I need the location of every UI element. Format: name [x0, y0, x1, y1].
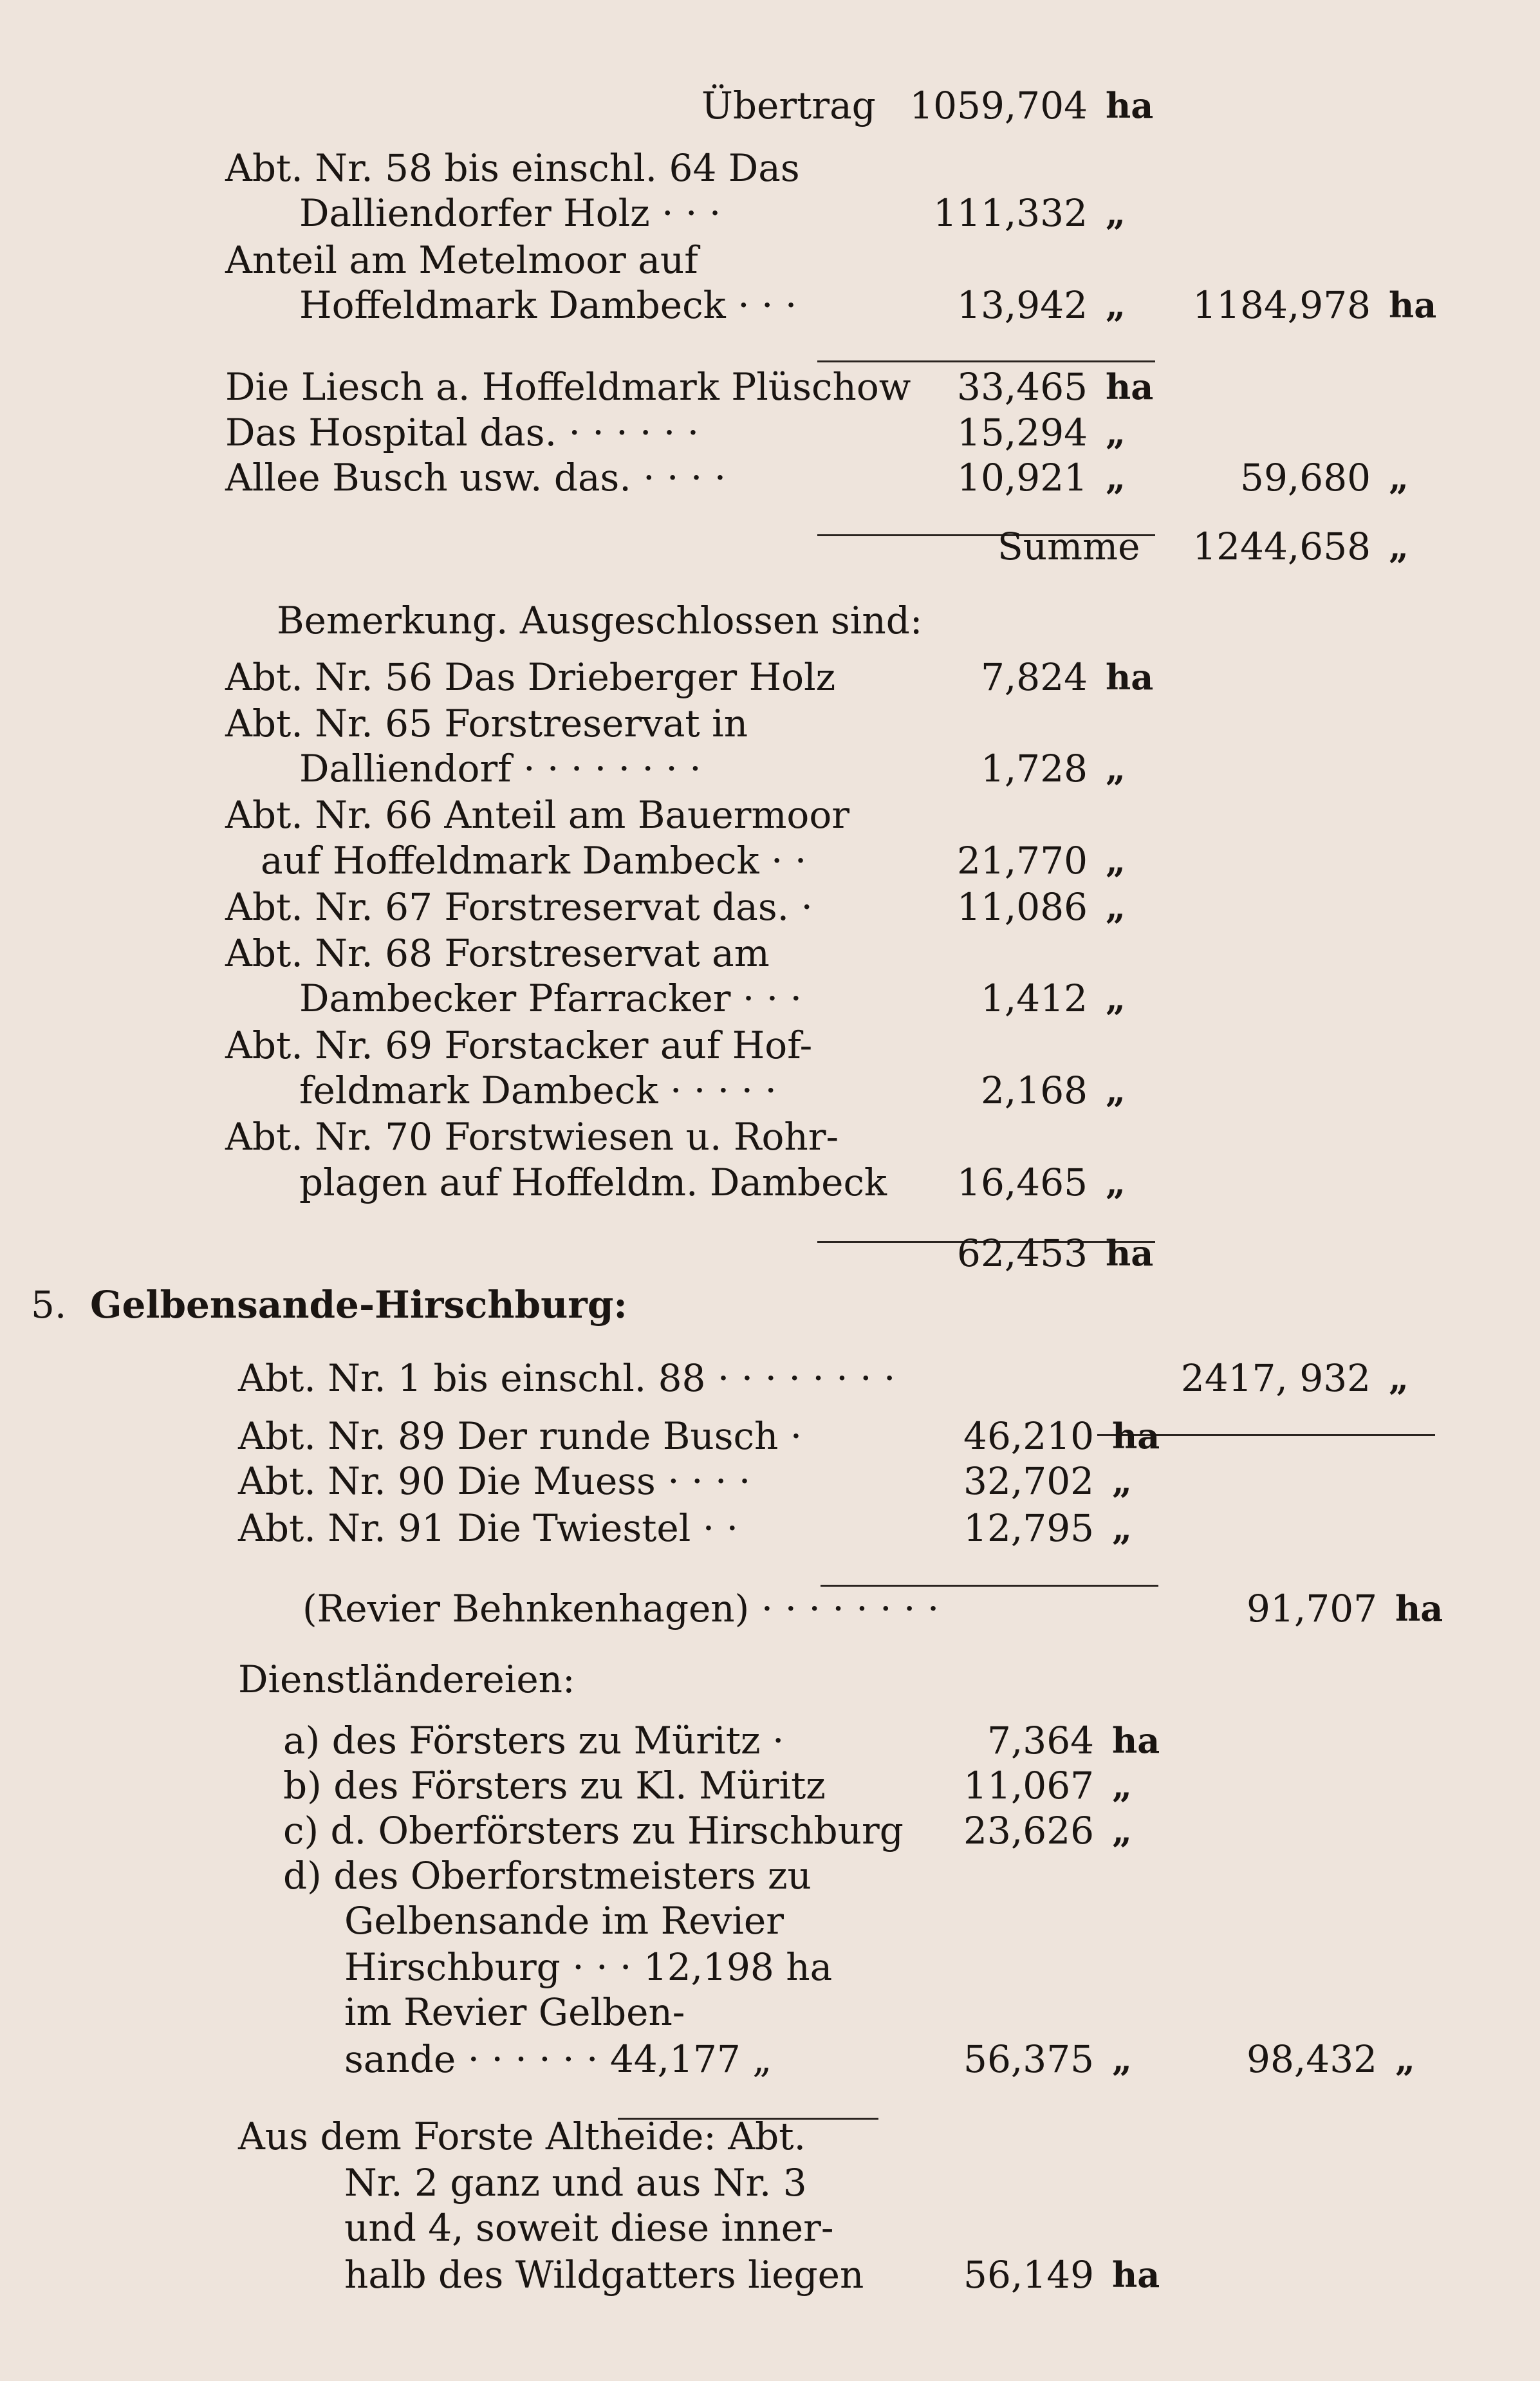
area-value: 1244,658 — [1192, 525, 1371, 568]
area-value: 2,168 — [980, 1069, 1088, 1112]
unit-label: „ — [1389, 526, 1409, 567]
text-line: Gelbensande-Hirschburg: — [90, 1283, 627, 1327]
text-line: Abt. Nr. 69 Forstacker auf Hof- — [225, 1023, 813, 1067]
unit-label: ha — [1395, 1588, 1443, 1629]
unit-label: „ — [1389, 1358, 1409, 1399]
text-line: Abt. Nr. 65 Forstreservat in — [225, 702, 748, 745]
text-line: auf Hoffeldmark Dambeck · · — [261, 839, 807, 882]
text-line: Aus dem Forste Altheide: Abt. — [238, 2115, 806, 2158]
area-value: 10,921 — [957, 456, 1088, 500]
text-line: Hoffeldmark Dambeck · · · — [299, 283, 797, 327]
text-line: Bemerkung. Ausgeschlossen sind: — [277, 599, 923, 642]
area-value: 46,210 — [963, 1414, 1094, 1458]
text-line: Abt. Nr. 90 Die Muess · · · · — [238, 1459, 751, 1503]
area-value: 1184,978 — [1192, 283, 1371, 327]
text-line: sande · · · · · · 44,177 „ — [344, 2037, 772, 2081]
area-value: 16,465 — [957, 1161, 1088, 1204]
area-value: 15,294 — [957, 411, 1088, 454]
text-line: Übertrag — [701, 84, 876, 127]
text-line: Dienstländereien: — [238, 1657, 575, 1701]
text-line: Anteil am Metelmoor auf — [225, 238, 698, 282]
unit-label: „ — [1106, 192, 1126, 234]
unit-label: „ — [1112, 2039, 1133, 2080]
text-line: a) des Försters zu Müritz · — [283, 1719, 784, 1762]
text-line: Dalliendorf · · · · · · · · — [299, 747, 701, 790]
unit-label: „ — [1106, 978, 1126, 1019]
unit-label: „ — [1106, 285, 1126, 326]
unit-label: ha — [1389, 285, 1437, 326]
text-line: Abt. Nr. 89 Der runde Busch · — [238, 1414, 802, 1458]
text-line: Abt. Nr. 70 Forstwiesen u. Rohr- — [225, 1115, 839, 1159]
unit-label: ha — [1106, 1233, 1154, 1274]
area-value: 12,795 — [963, 1506, 1094, 1550]
unit-label: „ — [1106, 1162, 1126, 1203]
text-line: 5. — [31, 1283, 67, 1327]
text-line: Hirschburg · · · 12,198 ha — [344, 1945, 833, 1989]
area-value: 59,680 — [1240, 456, 1371, 500]
text-line: plagen auf Hoffeldm. Dambeck — [299, 1161, 887, 1204]
unit-label: „ — [1106, 748, 1126, 789]
unit-label: „ — [1106, 1070, 1126, 1111]
text-line: Abt. Nr. 1 bis einschl. 88 · · · · · · · · — [238, 1356, 896, 1400]
unit-label: ha — [1112, 1415, 1160, 1457]
unit-label: „ — [1112, 1461, 1133, 1502]
unit-label: „ — [1106, 412, 1126, 453]
text-line: Summe — [997, 525, 1140, 568]
area-value: 1,412 — [980, 976, 1088, 1020]
unit-label: „ — [1106, 457, 1126, 498]
text-line: und 4, soweit diese inner- — [344, 2206, 834, 2250]
text-line: Allee Busch usw. das. · · · · — [225, 456, 727, 500]
text-line: Dambecker Pfarracker · · · — [299, 976, 802, 1020]
text-line: Die Liesch a. Hoffeldmark Plüschow — [225, 365, 911, 409]
unit-label: „ — [1389, 457, 1409, 498]
text-line: Abt. Nr. 58 bis einschl. 64 Das — [225, 146, 800, 190]
area-value: 1059,704 — [909, 84, 1088, 127]
area-value: 111,332 — [933, 191, 1088, 235]
area-value: 11,086 — [957, 885, 1088, 929]
area-value: 7,824 — [980, 655, 1088, 699]
area-value: 7,364 — [987, 1719, 1094, 1762]
text-line: Nr. 2 ganz und aus Nr. 3 — [344, 2161, 807, 2205]
area-value: 2417, 932 — [1180, 1356, 1371, 1400]
unit-label: „ — [1112, 1765, 1133, 1806]
unit-label: ha — [1112, 2254, 1160, 2295]
unit-label: „ — [1106, 840, 1126, 881]
unit-label: „ — [1106, 886, 1126, 928]
text-line: Das Hospital das. · · · · · · — [225, 411, 700, 454]
text-line: Abt. Nr. 66 Anteil am Bauermoor — [225, 793, 849, 837]
area-value: 56,375 — [963, 2037, 1094, 2081]
unit-label: ha — [1106, 657, 1154, 698]
area-value: 21,770 — [957, 839, 1088, 882]
area-value: 98,432 — [1247, 2037, 1377, 2081]
area-value: 11,067 — [963, 1764, 1094, 1807]
unit-label: „ — [1395, 2039, 1416, 2080]
text-line: d) des Oberforstmeisters zu — [283, 1854, 812, 1898]
area-value: 33,465 — [957, 365, 1088, 409]
area-value: 91,707 — [1247, 1587, 1377, 1630]
area-value: 23,626 — [963, 1809, 1094, 1853]
unit-label: ha — [1112, 1720, 1160, 1761]
rule-1 — [817, 360, 1155, 362]
text-line: Abt. Nr. 68 Forstreservat am — [225, 931, 770, 975]
text-line: Abt. Nr. 67 Forstreservat das. · — [225, 885, 813, 929]
text-line: (Revier Behnkenhagen) · · · · · · · · — [302, 1587, 940, 1630]
text-line: b) des Försters zu Kl. Müritz — [283, 1764, 826, 1807]
text-line: Abt. Nr. 91 Die Twiestel · · — [238, 1506, 739, 1550]
unit-label: „ — [1112, 1810, 1133, 1851]
text-line: Abt. Nr. 56 Das Drieberger Holz — [225, 655, 836, 699]
text-line: im Revier Gelben- — [344, 1990, 685, 2034]
area-value: 62,453 — [957, 1231, 1088, 1275]
area-value: 13,942 — [957, 283, 1088, 327]
text-line: Dalliendorfer Holz · · · — [299, 191, 721, 235]
area-value: 56,149 — [963, 2253, 1094, 2297]
text-line: halb des Wildgatters liegen — [344, 2253, 864, 2297]
unit-label: ha — [1106, 366, 1154, 407]
area-value: 32,702 — [963, 1459, 1094, 1503]
text-line: c) d. Oberförsters zu Hirschburg — [283, 1809, 904, 1853]
unit-label: „ — [1112, 1508, 1133, 1549]
unit-label: ha — [1106, 85, 1154, 126]
text-line: Gelbensande im Revier — [344, 1899, 784, 1943]
area-value: 1,728 — [980, 747, 1088, 790]
text-line: feldmark Dambeck · · · · · — [299, 1069, 777, 1112]
